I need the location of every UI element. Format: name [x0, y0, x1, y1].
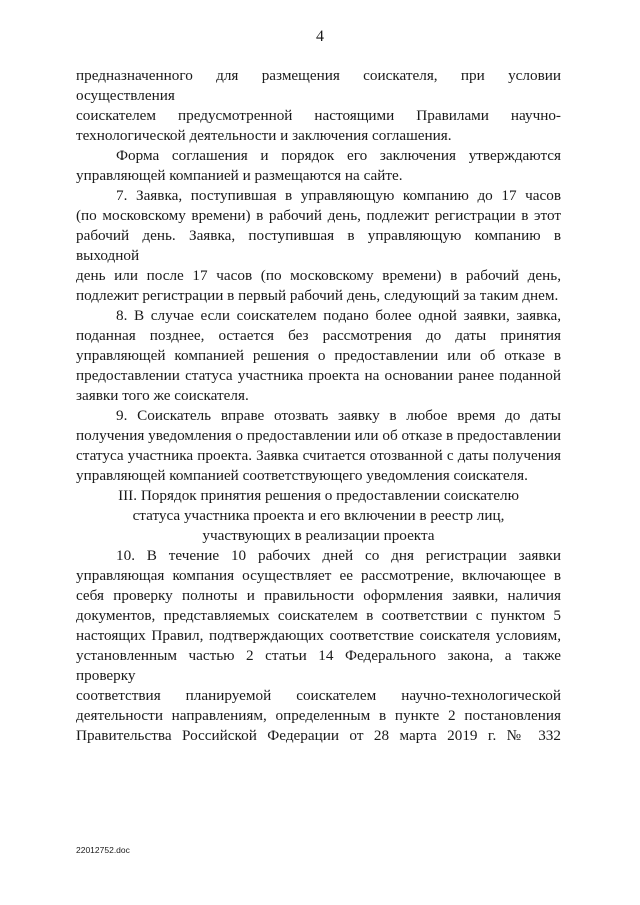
paragraph-agreement-form — [76, 146, 561, 186]
text-line: себя проверку полноты и правильности оформления заявки, наличия — [76, 587, 561, 604]
paragraph-7 — [76, 186, 561, 306]
text-line: заявки того же соискателя. — [76, 387, 249, 404]
text-line: поданная позднее, остается без рассмотрения до даты принятия — [76, 327, 561, 344]
text-line: документов, представляемых соискателем в соответствии с пунктом 5 — [76, 607, 561, 624]
text-line: рабочий день. Заявка, поступившая в управляющую компанию в выходной — [76, 227, 561, 264]
paragraph-9 — [76, 406, 561, 486]
text-line: управляющей компанией соответствующего уведомления соискателя. — [76, 467, 528, 484]
text-line: управляющей компанией и размещаются на сайте. — [76, 167, 403, 184]
paragraph-continuation — [76, 66, 561, 146]
text-line: получения уведомления о предоставлении или об отказе в предоставлении — [76, 427, 561, 444]
text-line: (по московскому времени) в рабочий день, подлежит регистрации в этот — [76, 207, 561, 224]
text-line: управляющая компания осуществляет ее рассмотрение, включающее в — [76, 567, 561, 584]
text-line: соответствия планируемой соискателем научно-технологической — [76, 687, 561, 704]
paragraph-8 — [76, 306, 561, 406]
text-line: день или после 17 часов (по московскому времени) в рабочий день, — [76, 267, 561, 284]
text-line: статуса участника проекта. Заявка считается отозванной с даты получения — [76, 447, 561, 464]
text-line: деятельности направлениям, определенным в пункте 2 постановления — [76, 707, 561, 724]
text-line: 9. Соискатель вправе отозвать заявку в любое время до даты — [116, 407, 561, 424]
text-line: соискателем предусмотренной настоящими Правилами научно- — [76, 107, 561, 124]
paragraph-10 — [76, 546, 561, 746]
page-number: 4 — [316, 28, 324, 45]
text-line: управляющей компанией решения о предоставлении или об отказе в — [76, 347, 561, 364]
text-line: Форма соглашения и порядок его заключения утверждаются — [116, 147, 561, 164]
text-line: настоящих Правил, подтверждающих соответствие соискателя условиям, — [76, 627, 561, 644]
text-line: предназначенного для размещения соискателя, при условии осуществления — [76, 67, 561, 104]
text-line: 7. Заявка, поступившая в управляющую компанию до 17 часов — [116, 187, 561, 204]
text-line: 8. В случае если соискателем подано более одной заявки, заявка, — [116, 307, 561, 324]
footer-file-name: 22012752.doc — [76, 845, 130, 855]
text-line: предоставлении статуса участника проекта на основании ранее поданной — [76, 367, 561, 384]
text-line: технологической деятельности и заключения соглашения. — [76, 127, 452, 144]
text-line: установленным частью 2 статьи 14 Федерального закона, а также проверку — [76, 647, 561, 684]
heading-line: участвующих в реализации проекта — [202, 527, 435, 544]
text-line: Правительства Российской Федерации от 28 марта 2019 г. № 332 — [76, 727, 561, 744]
section-heading — [76, 486, 561, 546]
document-body — [76, 66, 561, 746]
text-line: подлежит регистрации в первый рабочий день, следующий за таким днем. — [76, 287, 559, 304]
text-line: 10. В течение 10 рабочих дней со дня регистрации заявки — [116, 547, 561, 564]
heading-line: статуса участника проекта и его включении в реестр лиц, — [132, 507, 505, 524]
heading-line: III. Порядок принятия решения о предоставлении соискателю — [118, 487, 519, 504]
